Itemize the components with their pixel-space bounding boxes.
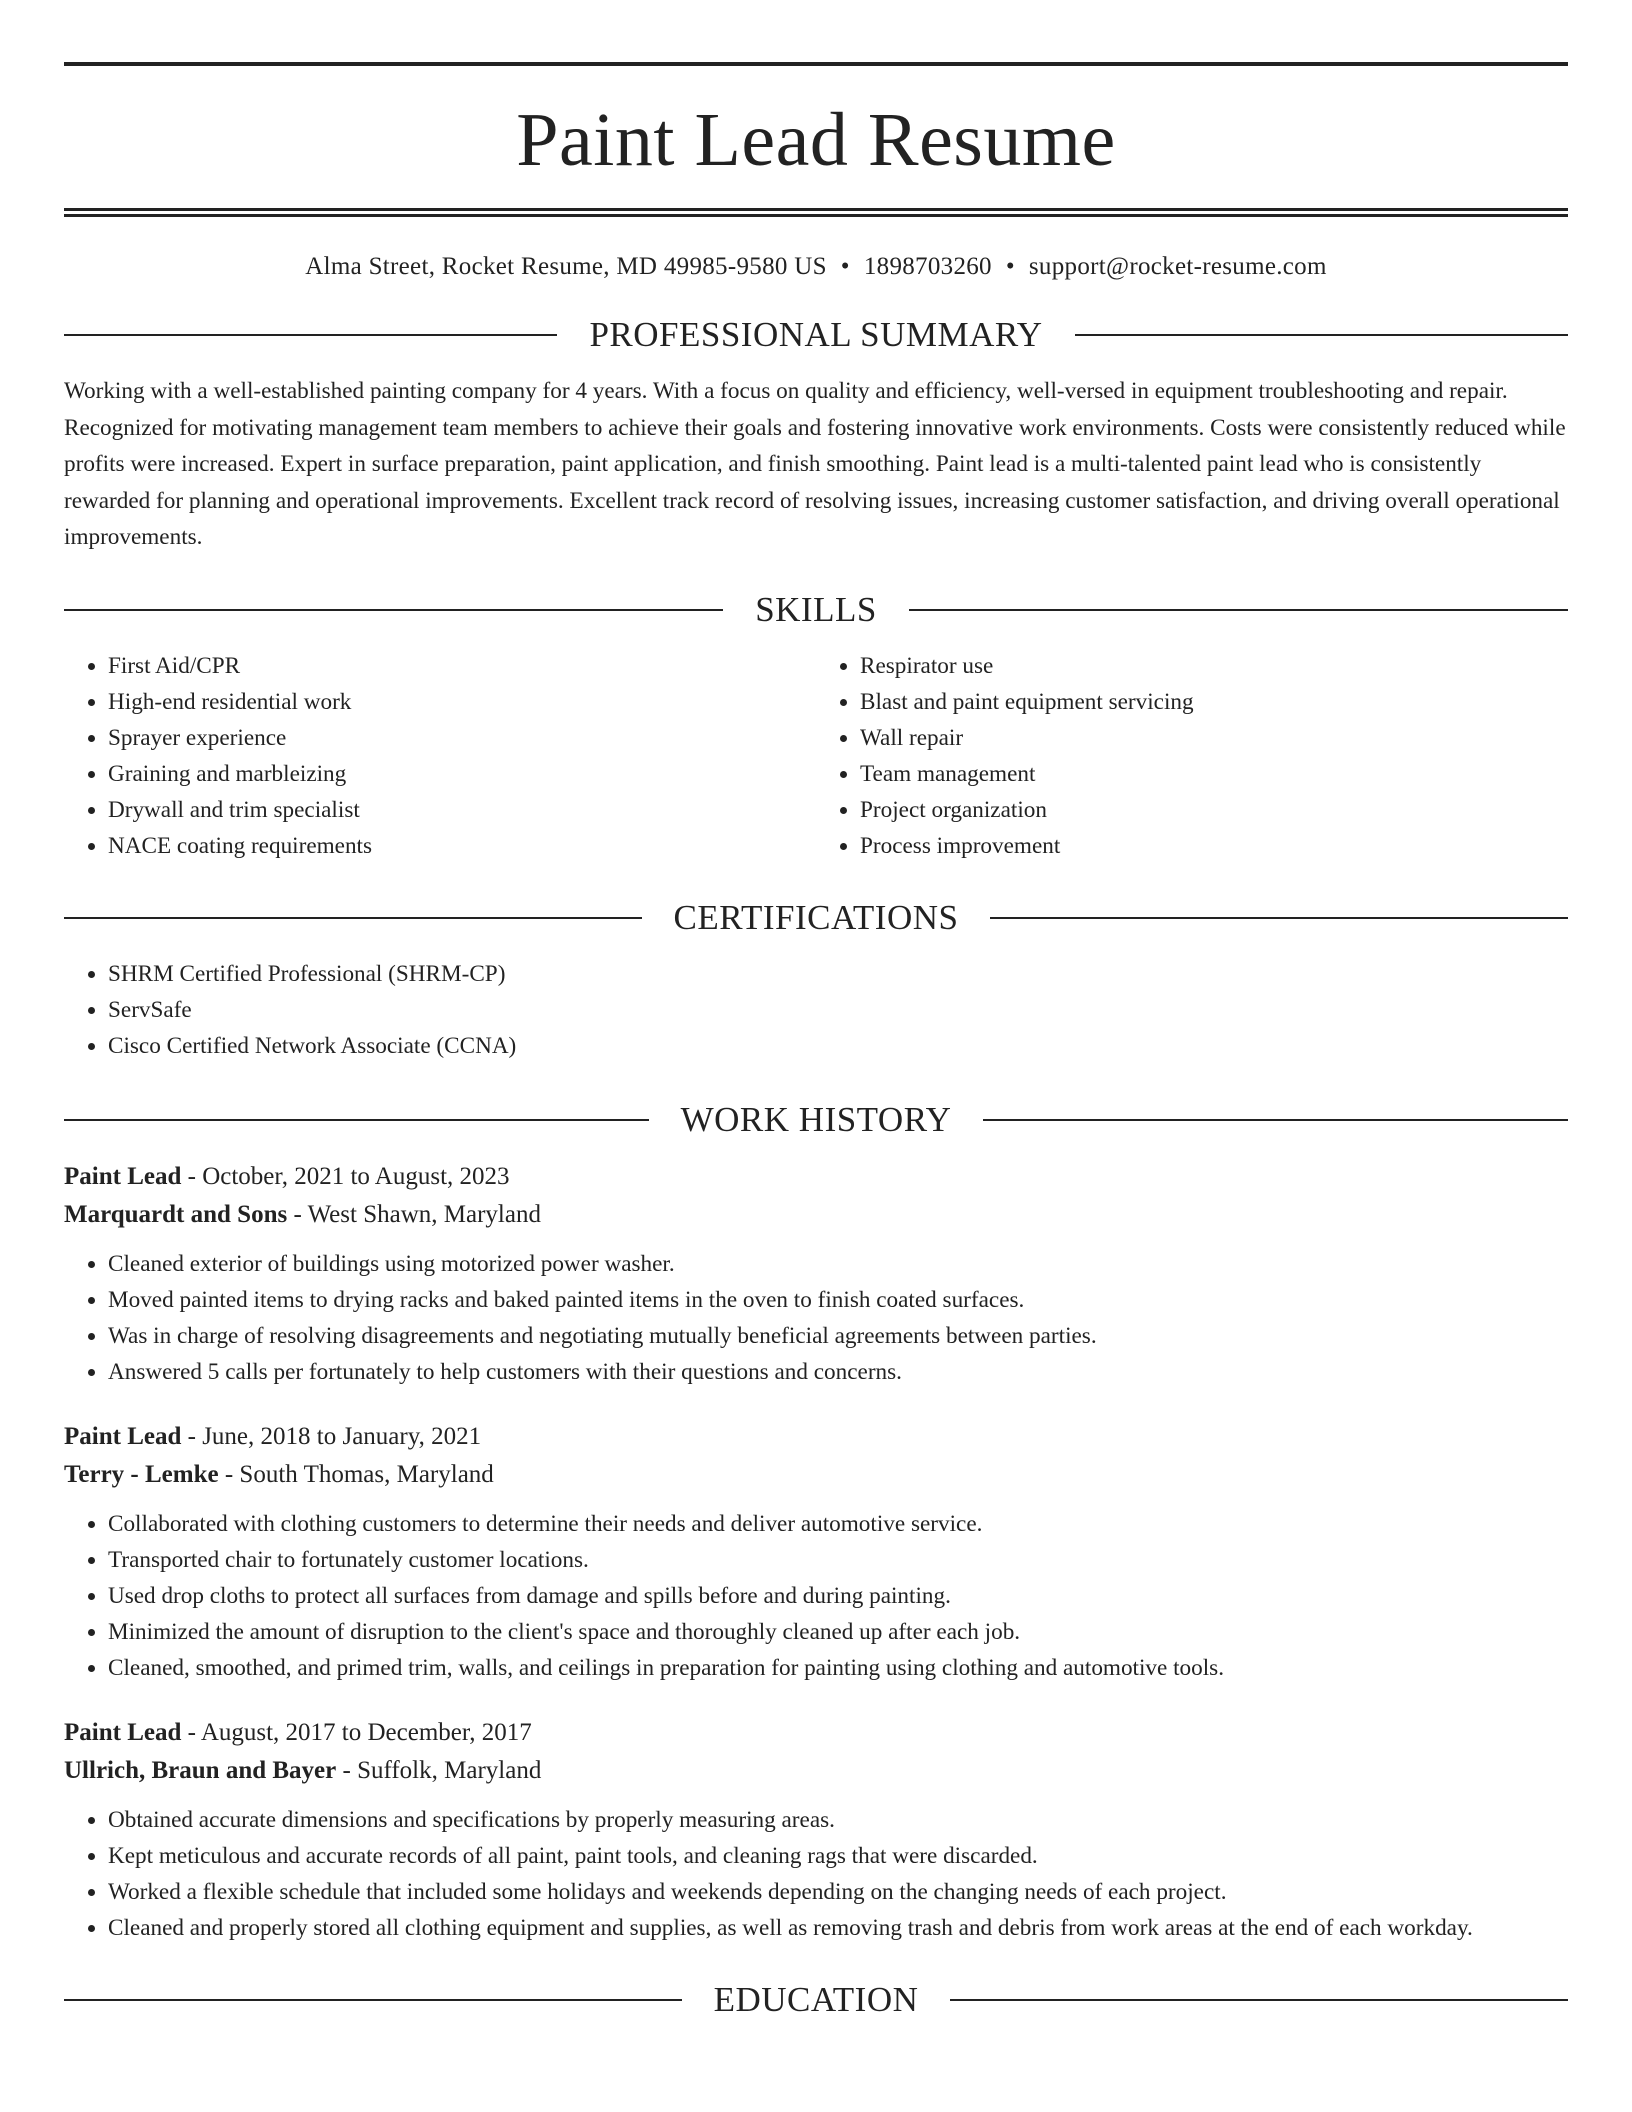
job-duties xyxy=(64,1246,1568,1390)
section-title-work-history: WORK HISTORY xyxy=(680,1099,952,1139)
job-duties xyxy=(64,1506,1568,1686)
job-duty: • Obtained accurate dimensions and specifications by properly measuring areas. xyxy=(108,1802,1568,1838)
job-duty: • Moved painted items to drying racks and baked painted items in the oven to finish coated surfaces. xyxy=(108,1282,1568,1318)
section-rule xyxy=(950,1999,1568,2001)
contact-address: Alma Street, Rocket Resume, MD 49985-9580 US xyxy=(305,253,827,280)
certification-item: • ServSafe xyxy=(108,992,1568,1028)
job-duty: • Kept meticulous and accurate records of all paint, paint tools, and cleaning rags that were discarded. xyxy=(108,1838,1568,1874)
job-duty: • Used drop cloths to protect all surfaces from damage and spills before and during painting. xyxy=(108,1578,1568,1614)
skills-column-left xyxy=(64,648,816,864)
job-duty: • Cleaned, smoothed, and primed trim, walls, and ceilings in preparation for painting using clothing and automotive tools. xyxy=(108,1650,1568,1686)
skill-item: • Graining and marbleizing xyxy=(108,756,816,792)
skill-item: • Project organization xyxy=(860,792,1568,828)
job-title: Paint Lead xyxy=(64,1718,182,1746)
skill-item: • Drywall and trim specialist xyxy=(108,792,816,828)
skill-item: • Team management xyxy=(860,756,1568,792)
section-header-summary xyxy=(64,315,1568,355)
skill-item: • Process improvement xyxy=(860,828,1568,864)
skill-item: • Respirator use xyxy=(860,648,1568,684)
job-company: Terry - Lemke xyxy=(64,1460,219,1488)
skill-item: • NACE coating requirements xyxy=(108,828,816,864)
summary-text: Working with a well-established painting company for 4 years. With a focus on quality and efficiency, well-versed in equipment troubleshooting and repair. Recognized for motivating management team members to achieve their goals and fostering innovative work environments. Costs were consistently reduced while profits were increased. Expert in surface preparation, paint application, and finish smoothing. Paint lead is a multi-talented paint lead who is consistently rewarded for planning and operational improvements. Excellent track record of resolving issues, increasing customer satisfaction, and driving overall operational improvements. xyxy=(64,378,1566,550)
job-company-line xyxy=(64,1456,1568,1494)
skill-item: • Wall repair xyxy=(860,720,1568,756)
section-rule xyxy=(64,917,642,919)
section-rule xyxy=(64,609,723,611)
certification-item: • SHRM Certified Professional (SHRM-CP) xyxy=(108,956,1568,992)
job-entry xyxy=(64,1418,1568,1686)
job-title: Paint Lead xyxy=(64,1422,182,1450)
job-entry xyxy=(64,1714,1568,1946)
section-header-skills xyxy=(64,590,1568,630)
job-dates: - August, 2017 to December, 2017 xyxy=(181,1718,532,1746)
section-header-education xyxy=(64,1980,1568,2020)
job-location: - West Shawn, Maryland xyxy=(287,1200,541,1228)
job-duty: • Worked a flexible schedule that included some holidays and weekends depending on the changing needs of each project. xyxy=(108,1874,1568,1910)
section-rule xyxy=(1075,334,1568,336)
section-header-certifications xyxy=(64,898,1568,938)
skill-item: • First Aid/CPR xyxy=(108,648,816,684)
job-company-line xyxy=(64,1752,1568,1790)
skill-item: • Sprayer experience xyxy=(108,720,816,756)
contact-email[interactable]: support@rocket-resume.com xyxy=(1028,253,1327,280)
section-title-education: EDUCATION xyxy=(713,1979,919,2019)
job-duty: • Answered 5 calls per fortunately to help customers with their questions and concerns. xyxy=(108,1354,1568,1390)
job-duty: • Was in charge of resolving disagreements and negotiating mutually beneficial agreements between parties. xyxy=(108,1318,1568,1354)
job-location: - South Thomas, Maryland xyxy=(218,1460,494,1488)
section-rule xyxy=(909,609,1568,611)
section-header-work-history xyxy=(64,1100,1568,1140)
section-title-summary: PROFESSIONAL SUMMARY xyxy=(589,315,1043,354)
contact-separator: • xyxy=(840,253,850,280)
job-location: - Suffolk, Maryland xyxy=(336,1756,542,1784)
section-title-certifications: CERTIFICATIONS xyxy=(673,897,959,937)
top-rule xyxy=(64,62,1568,66)
skills-column-right xyxy=(816,648,1568,864)
section-rule xyxy=(64,334,557,336)
job-company-line xyxy=(64,1196,1568,1234)
job-title-line xyxy=(64,1418,1568,1456)
skill-item: • Blast and paint equipment servicing xyxy=(860,684,1568,720)
job-duty: • Transported chair to fortunately customer locations. xyxy=(108,1542,1568,1578)
job-title: Paint Lead xyxy=(64,1162,182,1190)
job-title-line xyxy=(64,1158,1568,1196)
skill-item: • High-end residential work xyxy=(108,684,816,720)
job-duties xyxy=(64,1802,1568,1946)
section-rule xyxy=(990,917,1568,919)
section-rule xyxy=(64,1119,649,1121)
job-dates: - October, 2021 to August, 2023 xyxy=(181,1162,510,1190)
job-duty: • Collaborated with clothing customers to determine their needs and deliver automotive service. xyxy=(108,1506,1568,1542)
contact-separator: • xyxy=(1005,253,1015,280)
contact-line xyxy=(64,253,1568,281)
contact-phone: 1898703260 xyxy=(863,253,992,280)
certification-item: • Cisco Certified Network Associate (CCNA) xyxy=(108,1028,1568,1064)
job-duty: • Cleaned and properly stored all clothing equipment and supplies, as well as removing trash and debris from work areas at the end of each workday. xyxy=(108,1910,1568,1946)
job-title-line xyxy=(64,1714,1568,1752)
title-double-rule xyxy=(64,208,1568,217)
resume-title: Paint Lead Resume xyxy=(516,98,1116,182)
section-rule xyxy=(64,1999,682,2001)
section-rule xyxy=(983,1119,1568,1121)
job-duty: • Minimized the amount of disruption to the client's space and thoroughly cleaned up after each job. xyxy=(108,1614,1568,1650)
resume-page xyxy=(64,0,1568,2020)
section-title-skills: SKILLS xyxy=(755,589,877,629)
job-entry xyxy=(64,1158,1568,1390)
skills-list xyxy=(64,648,1568,864)
job-company: Marquardt and Sons xyxy=(64,1200,288,1228)
job-duty: • Cleaned exterior of buildings using motorized power washer. xyxy=(108,1246,1568,1282)
certifications-list xyxy=(64,956,1568,1064)
job-dates: - June, 2018 to January, 2021 xyxy=(181,1422,482,1450)
job-company: Ullrich, Braun and Bayer xyxy=(64,1756,337,1784)
